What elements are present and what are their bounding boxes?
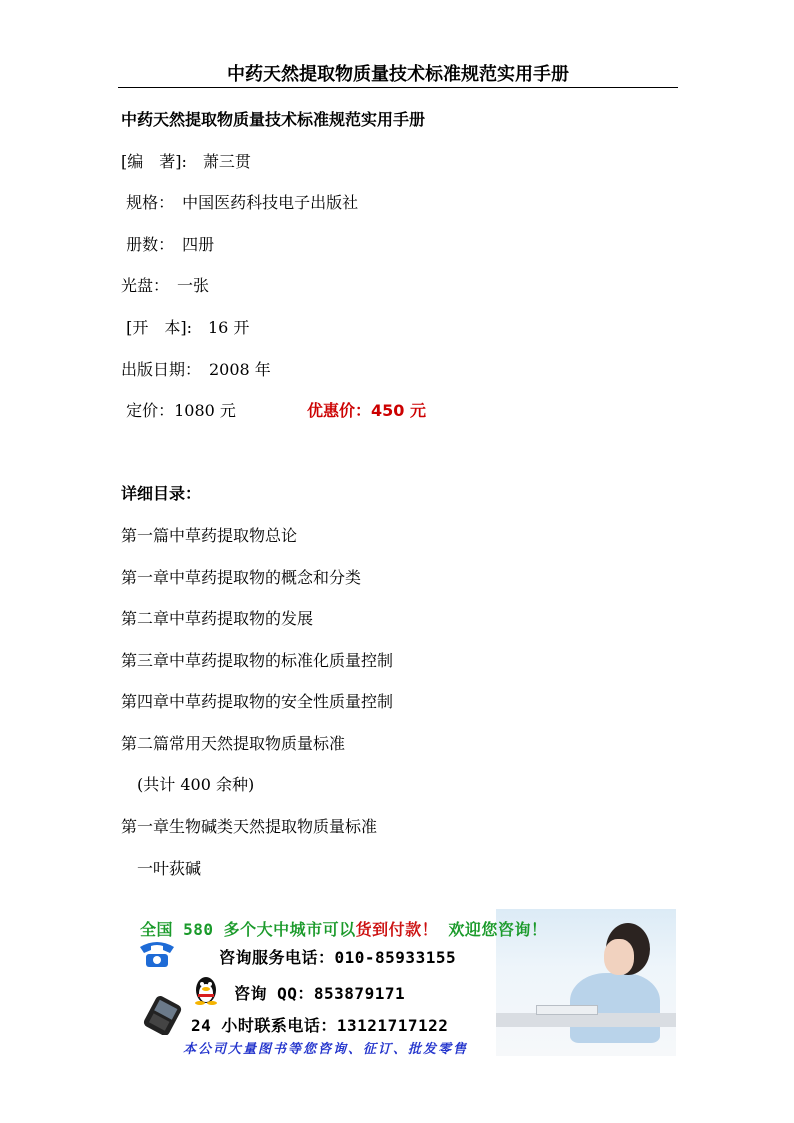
ad-qq: 咨询 QQ：853879171 [234,984,406,1003]
toc-item: 第三章中草药提取物的标准化质量控制 [121,651,394,670]
book-format: [开 本]: 16 开 [121,318,250,337]
book-author: [编 著]: 萧三贯 [121,152,251,171]
ad-phone: 咨询服务电话：010-85933155 [219,948,457,967]
ad-headline-pre: 全国 580 多个大中城市可以 [140,920,356,939]
toc-item: 第二章中草药提取物的发展 [121,609,314,628]
book-volumes: 册数： 四册 [121,235,215,254]
toc-item: 第一章生物碱类天然提取物质量标准 [121,817,378,836]
book-publish-date: 出版日期： 2008 年 [121,360,271,379]
header-divider [118,87,678,88]
book-discount-price: 优惠价：450 元 [307,401,426,420]
book-title: 中药天然提取物质量技术标准规范实用手册 [121,110,426,129]
book-price: 定价：1080 元 [121,401,236,420]
ad-headline [140,917,547,940]
toc-heading: 详细目录： [121,484,202,503]
ad-footer-text: 本公司大量图书等您咨询、征订、批发零售 [183,1042,469,1056]
toc-item: 第二篇常用天然提取物质量标准 [121,734,346,753]
telephone-icon [136,939,178,969]
toc-item: 第一章中草药提取物的概念和分类 [121,568,362,587]
toc-item: 一叶荻碱 [121,859,202,878]
toc-item: 第四章中草药提取物的安全性质量控制 [121,692,394,711]
ad-headline-emph: 货到付款！ [355,920,439,939]
ad-headline-post: 欢迎您咨询！ [438,920,548,939]
qq-penguin-icon [191,975,221,1005]
book-spec: 规格： 中国医药科技电子出版社 [121,193,359,212]
ad-hotline: 24 小时联系电话：13121717122 [191,1016,449,1035]
page-header-title: 中药天然提取物质量技术标准规范实用手册 [227,64,569,85]
book-disc: 光盘： 一张 [121,276,210,295]
advertisement-banner [133,909,676,1056]
mobile-phone-icon [139,995,187,1035]
toc-item: (共计 400 余种) [121,775,255,794]
toc-item: 第一篇中草药提取物总论 [121,526,298,545]
